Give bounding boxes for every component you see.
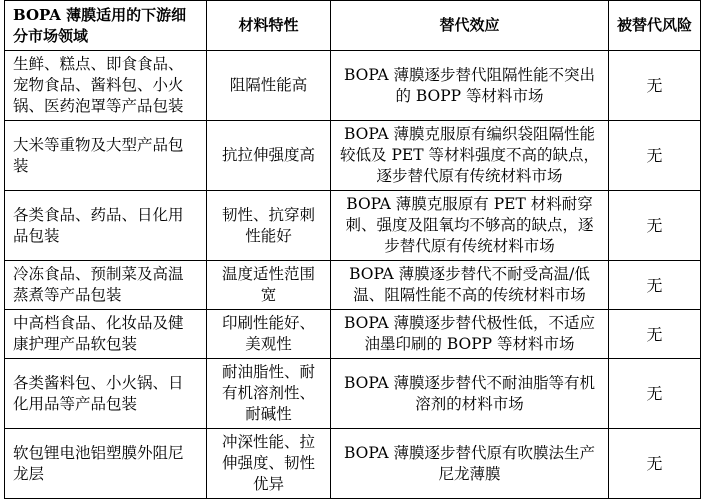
- material-property-cell: 温度适性范围宽: [207, 261, 331, 310]
- market-segment-cell: 大米等重物及大型产品包装: [5, 121, 207, 191]
- material-property-cell: 冲深性能、拉伸强度、韧性优异: [207, 429, 331, 499]
- market-segment-cell: 各类食品、药品、日化用品包装: [5, 191, 207, 261]
- material-property-cell: 抗拉伸强度高: [207, 121, 331, 191]
- market-segment-cell: 各类酱料包、小火锅、日化用品等产品包装: [5, 359, 207, 429]
- table-row: [5, 359, 701, 429]
- header-market-segment: BOPA 薄膜适用的下游细分市场领域: [5, 1, 207, 51]
- substitution-effect-cell: BOPA 薄膜逐步替代阻隔性能不突出的 BOPP 等材料市场: [331, 51, 609, 121]
- substitution-effect-cell: BOPA 薄膜克服原有编织袋阻隔性能较低及 PET 等材料强度不高的缺点，逐步替代原有传统材料市场: [331, 121, 609, 191]
- substitution-effect-cell: BOPA 薄膜克服原有 PET 材料耐穿刺、强度及阻氧均不够高的缺点，逐步替代原有传统材料市场: [331, 191, 609, 261]
- market-substitution-table: [4, 0, 701, 499]
- table-header-row: [5, 1, 701, 51]
- market-segment-cell: 冷冻食品、预制菜及高温蒸煮等产品包装: [5, 261, 207, 310]
- substitution-risk-cell: 无: [609, 51, 701, 121]
- market-segment-cell: 生鲜、糕点、即食食品、宠物食品、酱料包、小火锅、医药泡罩等产品包装: [5, 51, 207, 121]
- substitution-risk-cell: 无: [609, 359, 701, 429]
- substitution-risk-cell: 无: [609, 310, 701, 359]
- market-segment-cell: 软包锂电池铝塑膜外阻尼龙层: [5, 429, 207, 499]
- substitution-risk-cell: 无: [609, 261, 701, 310]
- substitution-risk-cell: 无: [609, 121, 701, 191]
- table-row: [5, 51, 701, 121]
- substitution-risk-cell: 无: [609, 191, 701, 261]
- material-property-cell: 阻隔性能高: [207, 51, 331, 121]
- material-property-cell: 印刷性能好、美观性: [207, 310, 331, 359]
- substitution-effect-cell: BOPA 薄膜逐步替代不耐受高温/低温、阻隔性能不高的传统材料市场: [331, 261, 609, 310]
- table-row: [5, 121, 701, 191]
- header-substitution-risk: 被替代风险: [609, 1, 701, 51]
- header-substitution-effect: 替代效应: [331, 1, 609, 51]
- material-property-cell: 韧性、抗穿刺性能好: [207, 191, 331, 261]
- header-material-property: 材料特性: [207, 1, 331, 51]
- table-row: [5, 310, 701, 359]
- substitution-risk-cell: 无: [609, 429, 701, 499]
- material-property-cell: 耐油脂性、耐有机溶剂性、耐碱性: [207, 359, 331, 429]
- table-row: [5, 261, 701, 310]
- substitution-effect-cell: BOPA 薄膜逐步替代原有吹膜法生产尼龙薄膜: [331, 429, 609, 499]
- table-row: [5, 191, 701, 261]
- substitution-effect-cell: BOPA 薄膜逐步替代极性低，不适应油墨印刷的 BOPP 等材料市场: [331, 310, 609, 359]
- substitution-effect-cell: BOPA 薄膜逐步替代不耐油脂等有机溶剂的材料市场: [331, 359, 609, 429]
- market-segment-cell: 中高档食品、化妆品及健康护理产品软包装: [5, 310, 207, 359]
- table-row: [5, 429, 701, 499]
